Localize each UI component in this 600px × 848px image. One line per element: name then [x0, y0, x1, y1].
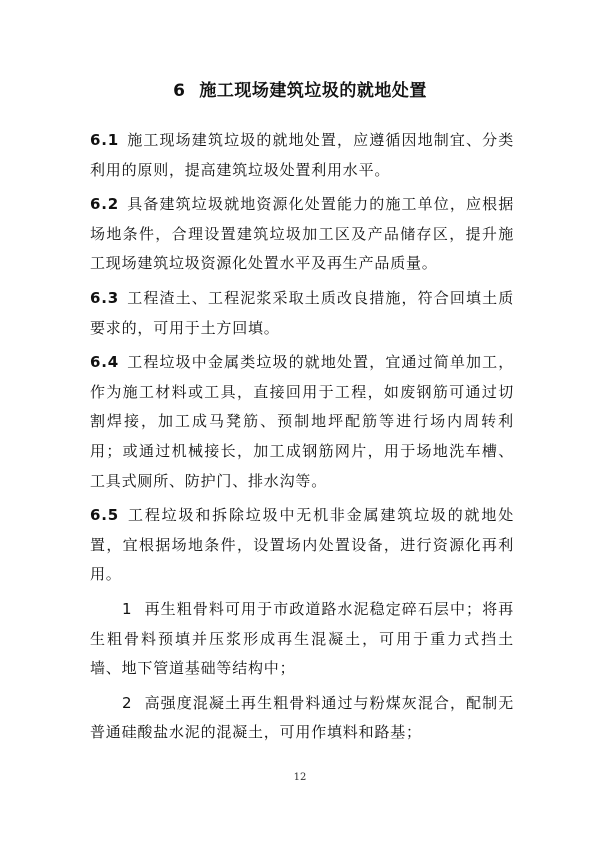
clause-6-4	[90, 348, 514, 496]
body-text	[90, 126, 514, 753]
clause-6-3	[90, 284, 514, 343]
item-text: 高强度混凝土再生粗骨料通过与粉煤灰混合，配制无普通硅酸盐水泥的混凝土，可用作填料和路基；	[90, 693, 514, 742]
clause-6-5	[90, 501, 514, 590]
item-text: 再生粗骨料可用于市政道路水泥稳定碎石层中；将再生粗骨料预填并压浆形成再生混凝土，可用于重力式挡土墙、地下管道基础等结构中；	[90, 599, 514, 678]
item-number: 1	[122, 599, 133, 618]
section-number: 6	[173, 81, 186, 101]
list-item-1	[90, 595, 514, 684]
list-item-2	[90, 689, 514, 748]
clause-text: 工程垃圾中金属类垃圾的就地处置，宜通过简单加工，作为施工材料或工具，直接回用于工程，如废钢筋可通过切割焊接，加工成马凳筋、预制地坪配筋等进行场内周转利用；或通过机械接长，加工成钢筋网片，用于场地洗车槽、工具式厕所、防护门、排水沟等。	[90, 353, 514, 490]
clause-text: 工程渣土、工程泥浆采取土质改良措施，符合回填土质要求的，可用于土方回填。	[90, 288, 514, 337]
clause-number: 6.1	[90, 131, 119, 149]
clause-text: 工程垃圾和拆除垃圾中无机非金属建筑垃圾的就地处置，宜根据场地条件，设置场内处置设备，进行资源化再利用。	[90, 506, 514, 584]
clause-6-2	[90, 190, 514, 279]
section-title: 施工现场建筑垃圾的就地处置	[199, 81, 427, 101]
clause-number: 6.4	[90, 353, 119, 372]
clause-6-1	[90, 126, 514, 185]
section-heading	[0, 76, 600, 101]
clause-number: 6.5	[90, 506, 119, 525]
page-number: 12	[293, 772, 307, 783]
clause-number: 6.2	[90, 195, 119, 214]
clause-text: 施工现场建筑垃圾的就地处置，应遵循因地制宜、分类利用的原则，提高建筑垃圾处置利用水平。	[90, 131, 514, 179]
item-number: 2	[122, 693, 133, 712]
clause-text: 具备建筑垃圾就地资源化处置能力的施工单位，应根据场地条件，合理设置建筑垃圾加工区及产品储存区，提升施工现场建筑垃圾资源化处置水平及再生产品质量。	[90, 195, 514, 273]
clause-number: 6.3	[90, 288, 119, 307]
